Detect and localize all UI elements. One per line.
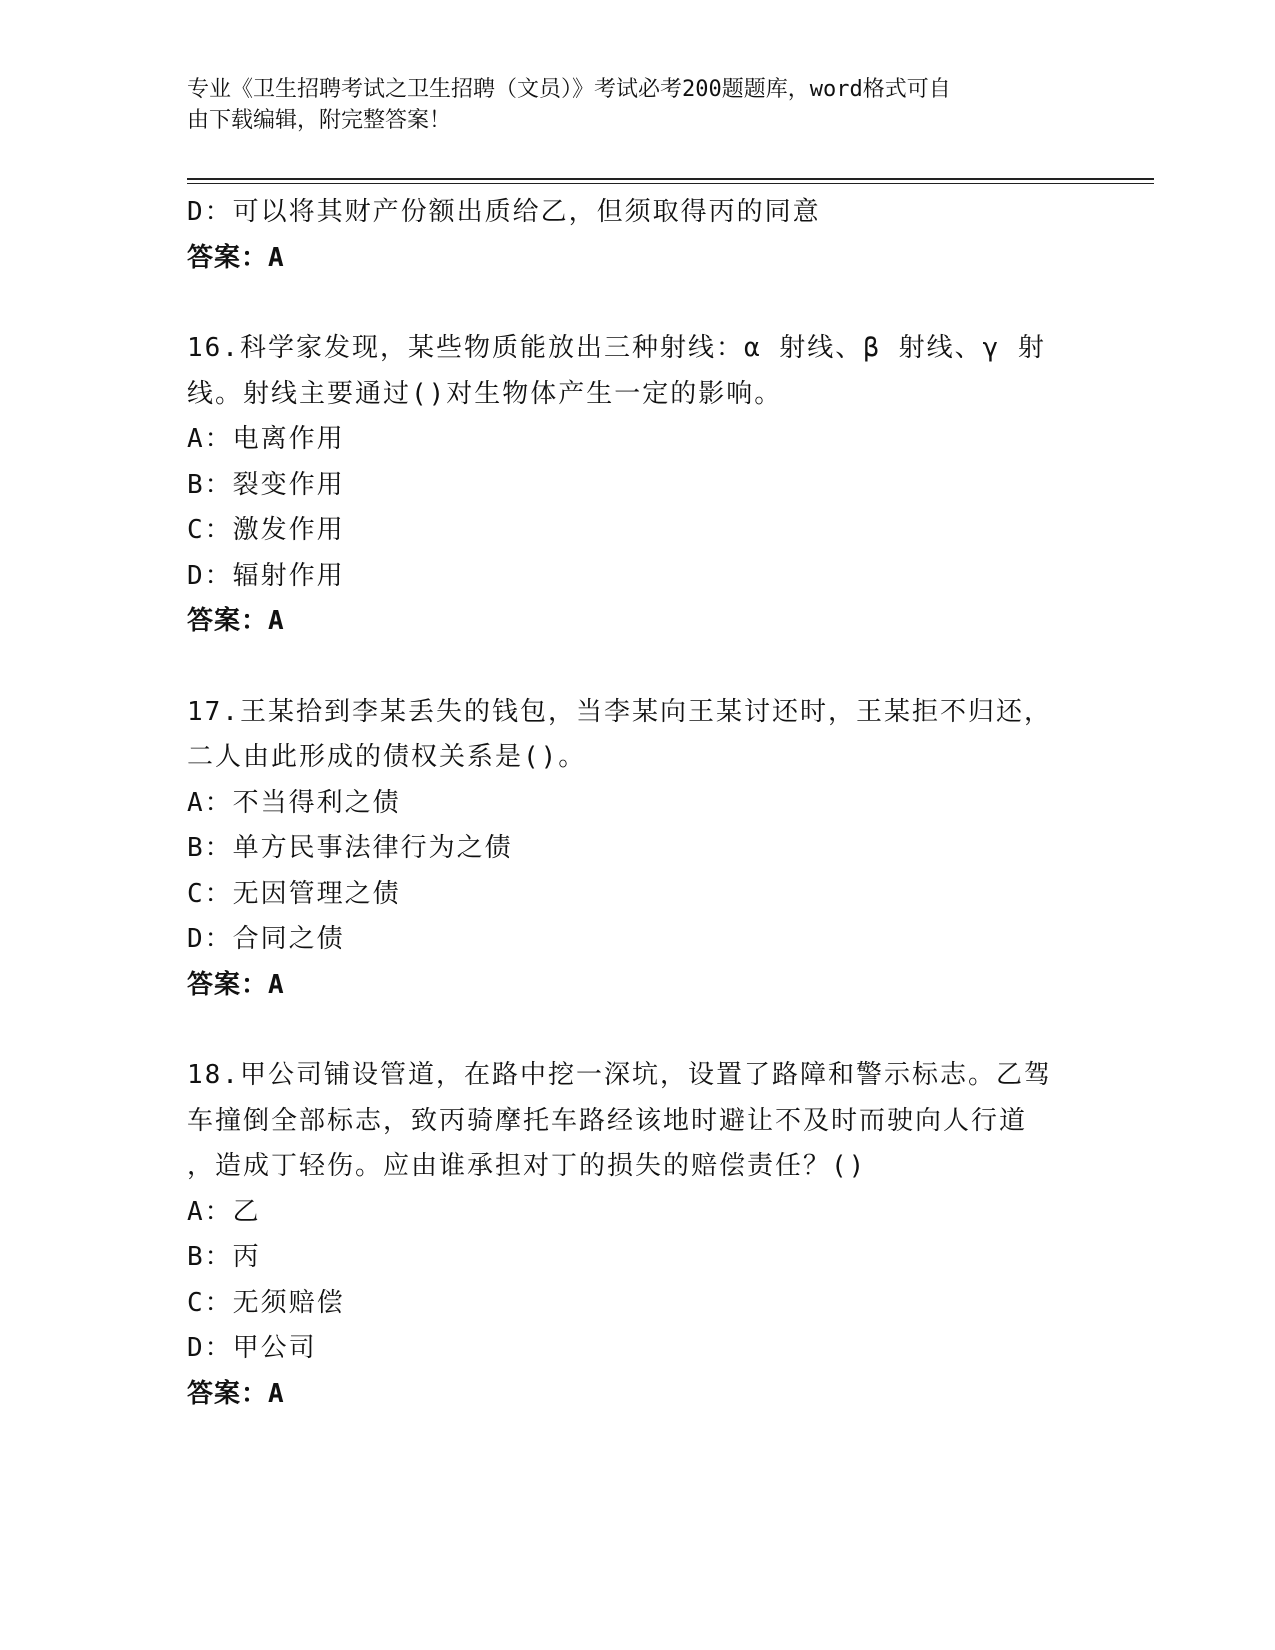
answer: 答案：A (187, 1378, 285, 1409)
header-divider (187, 178, 1154, 184)
option-a: A：电离作用 (187, 424, 345, 454)
answer: 答案：A (187, 242, 285, 273)
option-b: B：丙 (187, 1242, 261, 1272)
question-stem: 二人由此形成的债权关系是()。 (187, 742, 587, 772)
option-c: C：无须赔偿 (187, 1287, 345, 1318)
option-d: D：辐射作用 (187, 560, 345, 591)
question-17 (187, 690, 1087, 1009)
question-stem: 17.王某拾到李某丢失的钱包，当李某向王某讨还时，王某拒不归还， (187, 696, 1052, 727)
answer: 答案：A (187, 606, 285, 636)
question-stem: ，造成丁轻伤。应由谁承担对丁的损失的赔偿责任？() (187, 1151, 867, 1181)
option-d: D：甲公司 (187, 1333, 317, 1363)
option-c: C：激发作用 (187, 515, 345, 545)
question-list (187, 190, 1087, 1417)
option-b: B：裂变作用 (187, 469, 345, 500)
question-16 (187, 326, 1087, 645)
question-18 (187, 1053, 1087, 1417)
option-c: C：无因管理之债 (187, 878, 401, 909)
question-15-continuation (187, 190, 1087, 281)
header-title-line-2: 由下载编辑，附完整答案！ (187, 108, 452, 133)
header-title-line-1: 专业《卫生招聘考试之卫生招聘（文员）》考试必考200题题库，word格式可自 (187, 77, 951, 102)
option-a: A：不当得利之债 (187, 787, 401, 818)
option-a: A：乙 (187, 1196, 261, 1227)
option-d: D：可以将其财产份额出质给乙，但须取得丙的同意 (187, 197, 821, 227)
question-stem: 18.甲公司铺设管道，在路中挖一深坑，设置了路障和警示标志。乙驾 (187, 1060, 1052, 1090)
question-stem: 16.科学家发现，某些物质能放出三种射线：α 射线、β 射线、γ 射 (187, 333, 1046, 363)
option-d: D：合同之债 (187, 924, 345, 954)
document-header (187, 74, 1087, 136)
answer: 答案：A (187, 969, 285, 1000)
question-stem: 线。射线主要通过()对生物体产生一定的影响。 (187, 378, 783, 409)
option-b: B：单方民事法律行为之债 (187, 833, 513, 863)
question-stem: 车撞倒全部标志，致丙骑摩托车路经该地时避让不及时而驶向人行道 (187, 1105, 1028, 1136)
